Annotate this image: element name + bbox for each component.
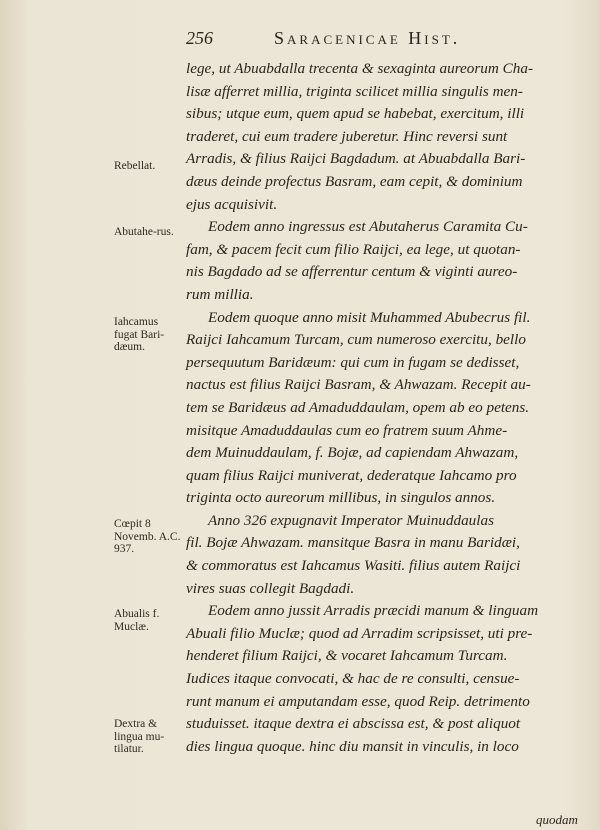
page-header <box>186 28 516 52</box>
text-line: studuisset. itaque dextra ei abscissa est, & post aliquot <box>186 715 521 733</box>
text-line: henderet filium Raijci, & vocaret Iahcamum Turcam. <box>186 647 508 665</box>
margin-note-coepit: Cœpit 8 Novemb. A.C. 937. <box>114 518 181 555</box>
text-line: fam, & pacem fecit cum filio Raijci, ea lege, ut quotan- <box>186 240 521 258</box>
text-line: misitque Amaduddaulas cum eo fratrem suum Ahme- <box>186 421 508 439</box>
text-line: dæus deinde profectus Basram, eam cepit, & dominium <box>186 172 523 190</box>
text-line: persequutum Baridæum: qui cum in fugam se dedisset, <box>186 353 520 371</box>
text-line: rum millia. <box>186 285 254 303</box>
margin-note-abutaherus: Abutahe-rus. <box>114 226 174 238</box>
page-number: 256 <box>186 28 213 48</box>
margin-note-rebellat: Rebellat. <box>114 160 156 172</box>
text-line: runt manum ei amputandam esse, quod Reip. detrimento <box>186 692 530 710</box>
margin-note-abualis: Abualis f. Muclæ. <box>114 608 160 633</box>
text-line: & commoratus est Iahcamus Wasiti. filius autem Raijci <box>186 557 521 575</box>
text-line: lisæ afferret millia, triginta scilicet millia singulis men- <box>186 82 523 100</box>
text-line: sibus; utque eum, quem apud se habebat, exercitum, illi <box>186 105 525 123</box>
text-line: Abuali filio Muclæ; quod ad Arradim scripsisset, uti pre- <box>186 624 533 642</box>
running-title: Saracenicae Hist. <box>274 28 461 48</box>
paragraph-start-line: Eodem quoque anno misit Muhammed Abubecrus fil. <box>208 308 531 326</box>
text-line: nis Bagdado ad se afferrentur centum & viginti aureo- <box>186 263 518 281</box>
text-line: dies lingua quoque. hinc diu mansit in vinculis, in loco <box>186 737 519 755</box>
paragraph-start-line: Anno 326 expugnavit Imperator Muinuddaulas <box>208 511 494 529</box>
text-line: vires suas collegit Bagdadi. <box>186 579 355 597</box>
text-line: quam filius Raijci muniverat, dederatque Iahcamo pro <box>186 466 517 484</box>
text-line: Arradis, & filius Raijci Bagdadum. at Abuabdalla Bari- <box>186 150 526 168</box>
body-text <box>186 58 584 758</box>
text-line: Raijci Iahcamum Turcam, cum numeroso exercitu, bello <box>186 331 526 349</box>
text-line: lege, ut Abuabdalla trecenta & sexaginta aureorum Cha- <box>186 60 534 77</box>
text-line: dem Muinuddaulam, f. Bojæ, ad capiendam Ahwazam, <box>186 444 519 462</box>
margin-note-dextra: Dextra & lingua mu-tilatur. <box>114 718 165 755</box>
text-line: fil. Bojæ Ahwazam. mansitque Basra in manu Baridæi, <box>186 534 520 552</box>
text-line: nactus est filius Raijci Basram, & Ahwazam. Recepit au- <box>186 376 531 394</box>
text-line: tem se Baridæus ad Amaduddaulam, opem ab eo petens. <box>186 398 530 416</box>
text-line: traderet, cui eum tradere juberetur. Hinc reversi sunt <box>186 127 508 145</box>
text-line: triginta octo aureorum millibus, in singulos annos. <box>186 489 496 507</box>
catchword: quodam <box>536 812 578 827</box>
text-line: Iudices itaque convocati, & hac de re consulti, censue- <box>186 670 520 688</box>
paragraph-start-line: Eodem anno ingressus est Abutaherus Caramita Cu- <box>208 218 528 236</box>
margin-note-iahcamus: Iahcamus fugat Bari-dæum. <box>114 316 165 353</box>
paragraph-start-line: Eodem anno jussit Arradis præcidi manum & linguam <box>208 602 539 620</box>
text-line: ejus acquisivit. <box>186 195 278 213</box>
